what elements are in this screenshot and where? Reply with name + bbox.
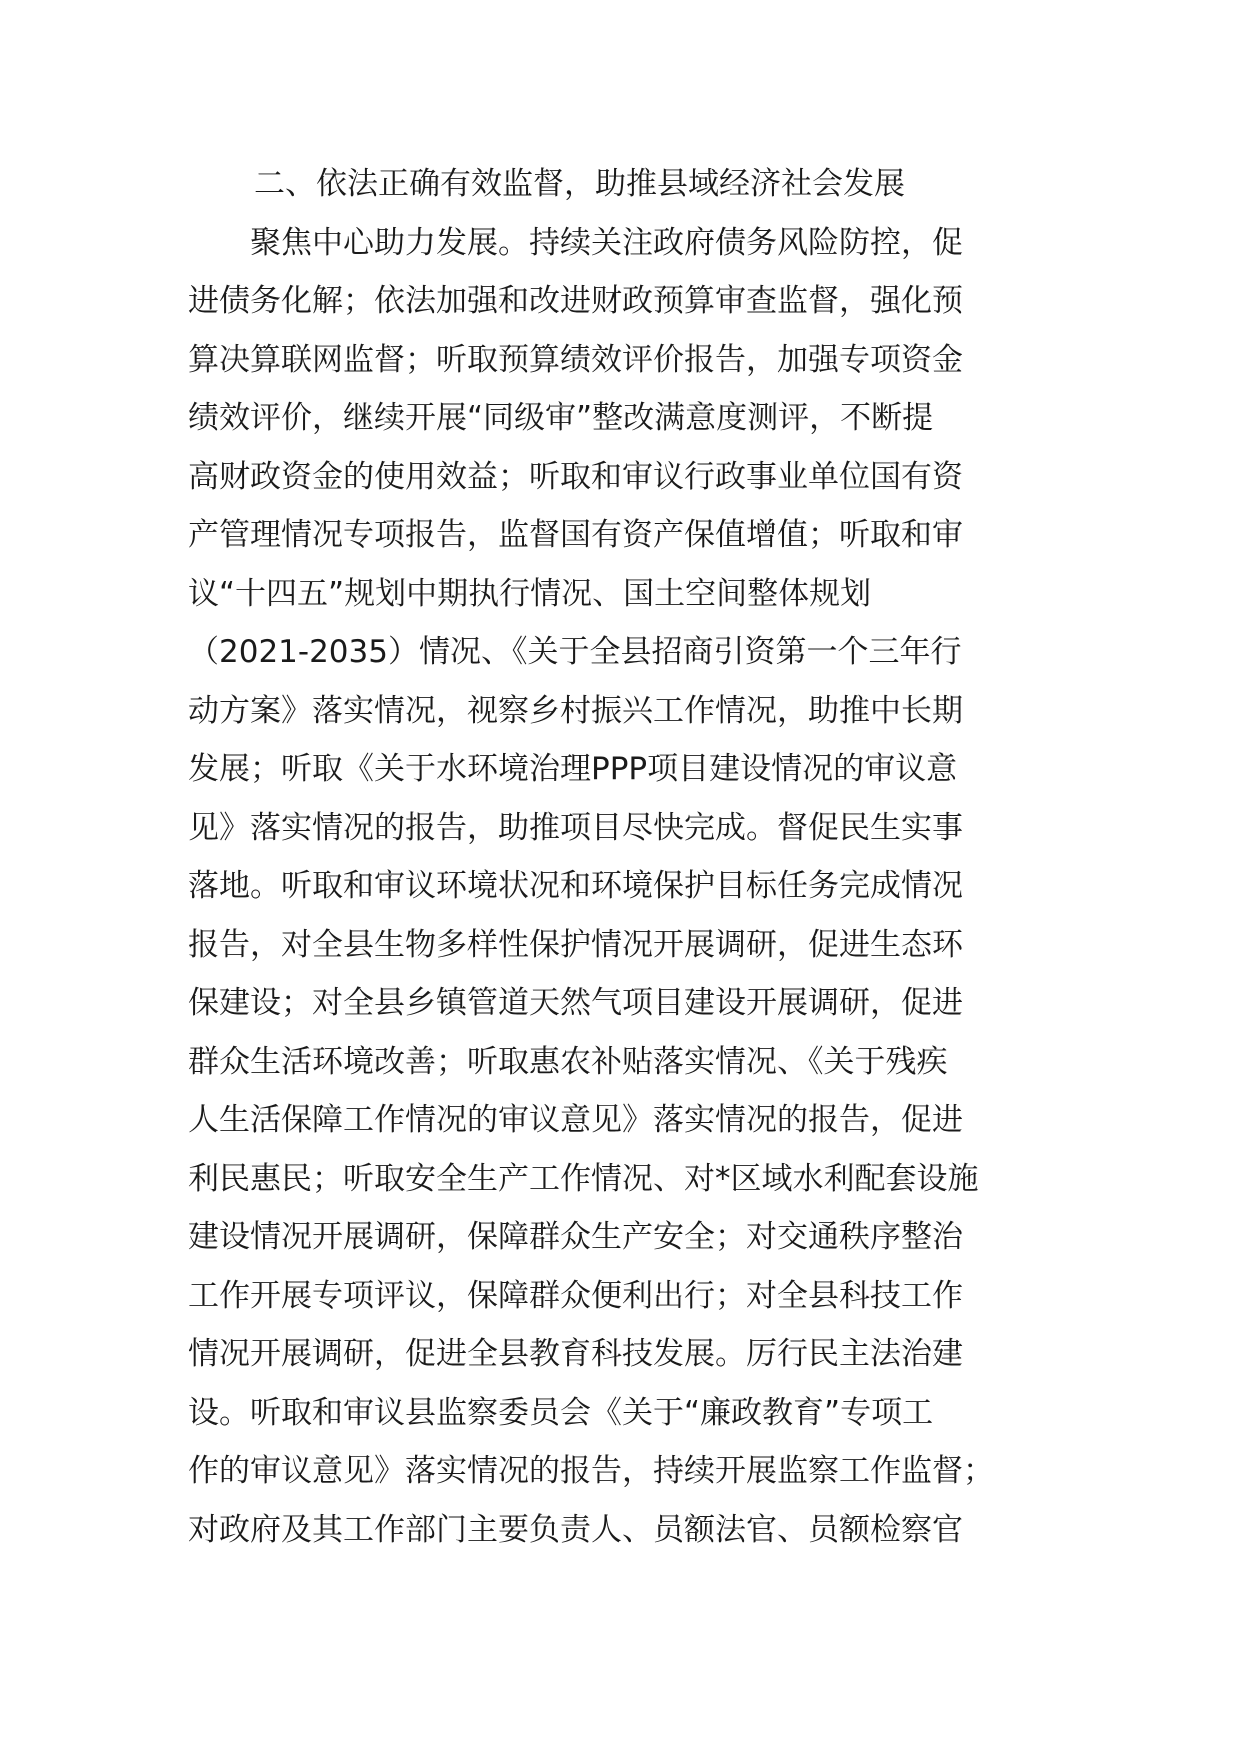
paragraph-line: 算决算联网监督；听取预算绩效评价报告，加强专项资金	[188, 341, 963, 378]
paragraph-line: 产管理情况专项报告，监督国有资产保值增值；听取和审	[188, 517, 963, 553]
paragraph-line: 绩效评价，继续开展“同级审”整改满意度测评，不断提	[188, 400, 934, 436]
paragraph-line: 进债务化解；依法加强和改进财政预算审查监督，强化预	[188, 283, 963, 319]
paragraph-line: （2021-2035）情况、《关于全县招商引资第一个三年行	[188, 634, 962, 670]
paragraph-line: 利民惠民；听取安全生产工作情况、对*区域水利配套设施	[188, 1160, 979, 1197]
paragraph-line: 群众生活环境改善；听取惠农补贴落实情况、《关于残疾	[188, 1043, 948, 1080]
paragraph-line: 高财政资金的使用效益；听取和审议行政事业单位国有资	[188, 458, 963, 495]
section-heading: 二、依法正确有效监督，助推县域经济社会发展	[254, 166, 905, 202]
paragraph-line: 聚焦中心助力发展。持续关注政府债务风险防控，促	[188, 224, 963, 261]
paragraph-line: 保建设；对全县乡镇管道天然气项目建设开展调研，促进	[188, 985, 963, 1021]
paragraph-line: 对政府及其工作部门主要负责人、员额法官、员额检察官	[188, 1511, 963, 1548]
paragraph-line: 发展；听取《关于水环境治理PPP项目建设情况的审议意	[188, 751, 958, 787]
paragraph-line: 建设情况开展调研，保障群众生产安全；对交通秩序整治	[188, 1219, 963, 1255]
paragraph-line: 工作开展专项评议，保障群众便利出行；对全县科技工作	[188, 1277, 963, 1314]
paragraph-line: 作的审议意见》落实情况的报告，持续开展监察工作监督；	[188, 1453, 994, 1489]
paragraph-line: 情况开展调研，促进全县教育科技发展。厉行民主法治建	[188, 1336, 963, 1372]
paragraph-line: 落地。听取和审议环境状况和环境保护目标任务完成情况	[188, 868, 963, 904]
paragraph-line: 动方案》落实情况，视察乡村振兴工作情况，助推中长期	[188, 692, 963, 729]
paragraph-line: 见》落实情况的报告，助推项目尽快完成。督促民生实事	[188, 809, 963, 846]
paragraph-line: 议“十四五”规划中期执行情况、国土空间整体规划	[188, 575, 872, 612]
paragraph-line: 报告，对全县生物多样性保护情况开展调研，促进生态环	[188, 926, 963, 963]
paragraph-line: 设。听取和审议县监察委员会《关于“廉政教育”专项工	[188, 1394, 934, 1431]
body-text	[188, 155, 1068, 1559]
paragraph-line: 人生活保障工作情况的审议意见》落实情况的报告，促进	[188, 1102, 963, 1138]
